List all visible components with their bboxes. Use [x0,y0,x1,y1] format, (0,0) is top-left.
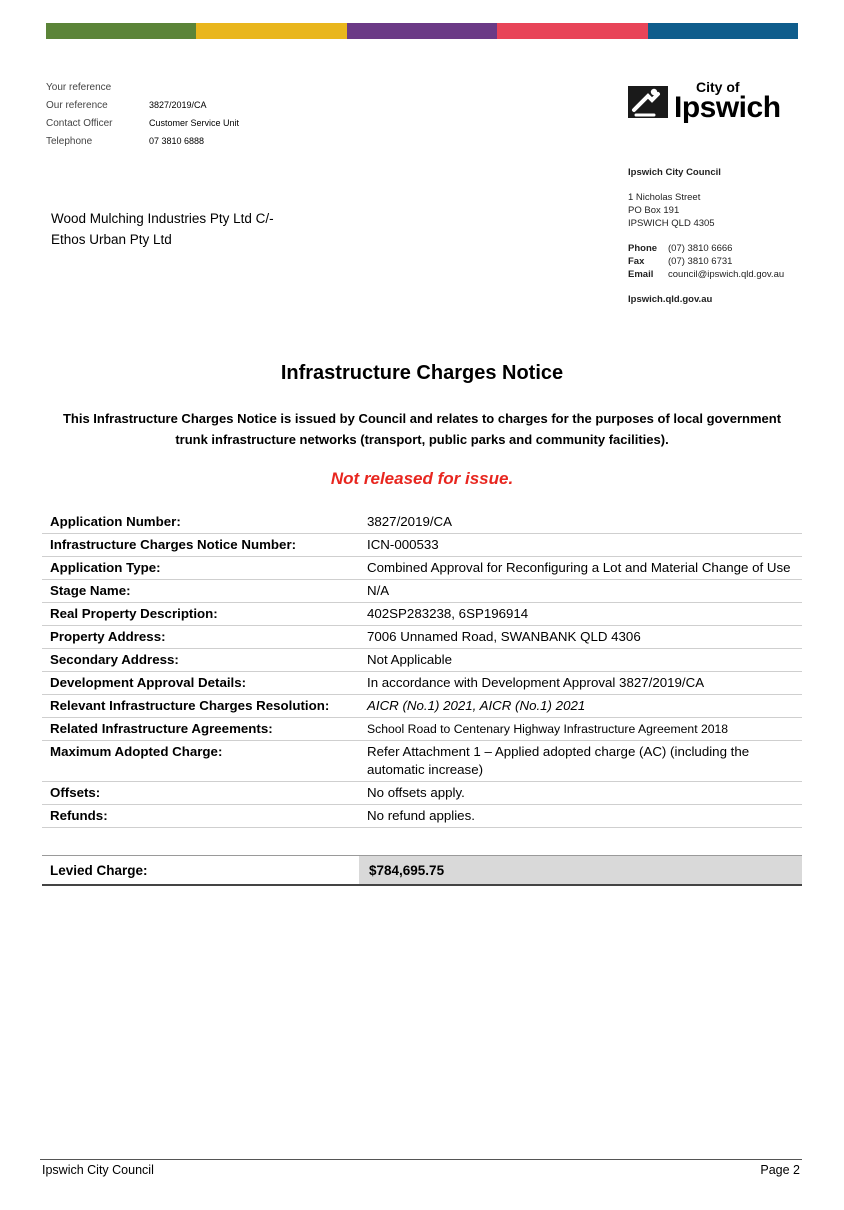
fax-label: Fax [628,256,645,267]
levied-charge-value: $784,695.75 [359,856,802,884]
email-label: Email [628,269,654,280]
row-value: School Road to Centenary Highway Infrastructure Agreement 2018 [359,718,802,741]
reference-block [46,78,239,150]
row-value: 402SP283238, 6SP196914 [359,603,802,626]
table-row [42,534,802,557]
fax-value: (07) 3810 6731 [668,256,733,267]
levied-charge-label: Levied Charge: [50,862,148,878]
charges-details-table [42,511,802,828]
row-label: Maximum Adopted Charge: [42,741,359,782]
council-email-row [628,268,784,281]
levied-charge-row [42,855,802,886]
addressee-line: Wood Mulching Industries Pty Ltd C/- [51,211,274,226]
row-label: Related Infrastructure Agreements: [42,718,359,741]
council-phone-row [628,242,784,255]
reference-value: 3827/2019/CA [149,100,207,110]
row-value: AICR (No.1) 2021, AICR (No.1) 2021 [359,695,802,718]
row-label: Property Address: [42,626,359,649]
table-row [42,782,802,805]
row-value: 3827/2019/CA [359,511,802,534]
row-label: Secondary Address: [42,649,359,672]
reference-label: Contact Officer [46,117,113,129]
reference-row [46,78,239,96]
footer-page-number: Page 2 [760,1163,800,1177]
intro-paragraph: This Infrastructure Charges Notice is issued by Council and relates to charges for the purposes of local government trunk infrastructure networks (transport, public parks and community facilities). [62,411,782,447]
row-value: N/A [359,580,802,603]
council-contact-block [628,166,784,306]
color-bar-green [46,23,196,39]
row-value: Not Applicable [359,649,802,672]
page-title: Infrastructure Charges Notice [280,362,564,384]
logo-city-text: City of [696,79,740,95]
city-of-ipswich-logo [628,80,781,123]
row-value: ICN-000533 [359,534,802,557]
row-value: Refer Attachment 1 – Applied adopted charge (AC) (including the automatic increase) [359,741,802,782]
phone-label: Phone [628,243,658,254]
council-address-line: IPSWICH QLD 4305 [628,218,715,229]
color-bar-red [497,23,647,39]
row-label: Application Number: [42,511,359,534]
table-row [42,557,802,580]
row-value: In accordance with Development Approval 3827/2019/CA [359,672,802,695]
row-label: Application Type: [42,557,359,580]
row-label: Relevant Infrastructure Charges Resolution: [42,695,359,718]
row-value: Combined Approval for Reconfiguring a Lot and Material Change of Use [359,557,802,580]
color-bar-purple [347,23,497,39]
reference-value: 07 3810 6888 [149,136,205,146]
table-row [42,649,802,672]
row-label: Refunds: [42,805,359,828]
council-address-line: 1 Nicholas Street [628,192,701,203]
row-value: No offsets apply. [359,782,802,805]
addressee-line: Ethos Urban Pty Ltd [51,232,172,247]
table-row [42,511,802,534]
reference-row [46,132,239,150]
row-value: 7006 Unnamed Road, SWANBANK QLD 4306 [359,626,802,649]
color-bar-blue [648,23,798,39]
row-label: Offsets: [42,782,359,805]
row-label: Development Approval Details: [42,672,359,695]
footer-divider [40,1159,802,1160]
reference-row [46,96,239,114]
color-bar-yellow [196,23,346,39]
reference-label: Our reference [46,99,108,111]
header-color-bar [46,23,798,39]
table-row [42,672,802,695]
row-value: No refund applies. [359,805,802,828]
row-label: Stage Name: [42,580,359,603]
council-website: Ipswich.qld.gov.au [628,294,713,305]
table-row [42,718,802,741]
council-name: Ipswich City Council [628,167,721,178]
reference-row [46,114,239,132]
footer-organisation: Ipswich City Council [42,1163,154,1177]
table-row [42,603,802,626]
table-row [42,695,802,718]
table-row [42,626,802,649]
reference-label: Your reference [46,81,112,93]
row-label: Real Property Description: [42,603,359,626]
row-label: Infrastructure Charges Notice Number: [42,534,359,557]
table-row [42,580,802,603]
email-value: council@ipswich.qld.gov.au [668,269,785,280]
table-row [42,805,802,828]
council-fax-row [628,255,784,268]
addressee-block [51,208,331,250]
phone-value: (07) 3810 6666 [668,243,733,254]
not-released-notice: Not released for issue. [330,469,514,488]
council-address-line: PO Box 191 [628,205,680,216]
reference-label: Telephone [46,135,93,147]
logo-ipswich-text: Ipswich [674,91,781,124]
table-row [42,741,802,782]
reference-value: Customer Service Unit [149,118,240,128]
ipswich-logo-icon [628,82,668,122]
